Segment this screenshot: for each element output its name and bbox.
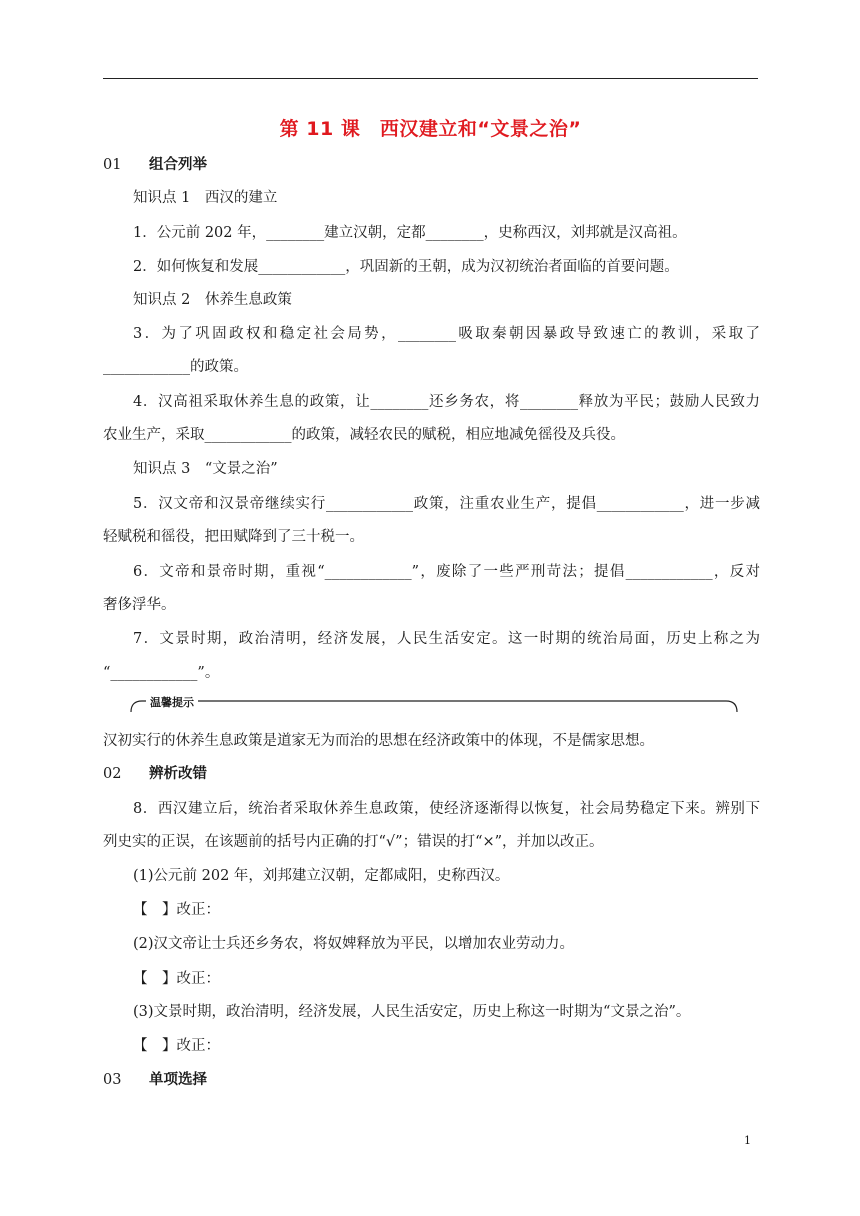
question-4-line-2: 农业生产，采取____________的政策，减轻农民的赋税，相应地减免徭役及兵役。 <box>103 427 625 443</box>
question-5-line-1: 5．汉文帝和汉景帝继续实行____________政策，注重农业生产，提倡____________，进一步减 <box>133 496 760 512</box>
correction-line-3: 【 】改正： <box>133 1038 220 1054</box>
question-7-line-2: “____________”。 <box>103 665 220 681</box>
question-3-line-2: ____________的政策。 <box>103 359 248 375</box>
tip-box <box>130 697 738 711</box>
tip-label: 温馨提示 <box>146 697 198 709</box>
question-6-line-2: 奢侈浮华。 <box>103 597 176 613</box>
tip-text: 汉初实行的休养生息政策是道家无为而治的思想在经济政策中的体现，不是儒家思想。 <box>103 733 654 749</box>
header-rule <box>103 78 758 79</box>
tip-bracket-icon <box>130 697 738 713</box>
section-header <box>103 764 207 784</box>
section-header <box>103 1070 207 1090</box>
question-3-line-1: 3．为了巩固政权和稳定社会局势，________吸取秦朝因暴政导致速亡的教训，采取了 <box>133 326 760 342</box>
statement-3: (3)文景时期，政治清明，经济发展，人民生活安定，历史上称这一时期为“文景之治”。 <box>133 1004 691 1020</box>
knowledge-point-heading: 知识点 3 “文景之治” <box>133 461 278 477</box>
question-2: 2．如何恢复和发展____________，巩固新的王朝，成为汉初统治者面临的首要问题。 <box>133 259 679 275</box>
question-4-line-1: 4．汉高祖采取休养生息的政策，让________还乡务农，将________释放为平民；鼓励人民致力 <box>133 394 760 410</box>
statement-2: (2)汉文帝让士兵还乡务农，将奴婢释放为平民，以增加农业劳动力。 <box>133 936 575 952</box>
page-number: 1 <box>744 1134 751 1147</box>
question-1: 1．公元前 202 年，________建立汉朝，定都________，史称西汉，刘邦就是汉高祖。 <box>133 225 687 241</box>
section-label: 组合列举 <box>149 157 207 173</box>
section-header <box>103 155 207 175</box>
correction-line-2: 【 】改正： <box>133 971 220 987</box>
knowledge-point-heading: 知识点 1 西汉的建立 <box>133 190 278 206</box>
statement-1: (1)公元前 202 年，刘邦建立汉朝，定都咸阳，史称西汉。 <box>133 868 510 884</box>
question-8-line-2: 列史实的正误，在该题前的括号内正确的打“√”；错误的打“×”，并加以改正。 <box>103 834 604 850</box>
question-8-line-1: 8．西汉建立后，统治者采取休养生息政策，使经济逐渐得以恢复，社会局势稳定下来。辨别下 <box>133 801 760 817</box>
question-5-line-2: 轻赋税和徭役，把田赋降到了三十税一。 <box>103 529 364 545</box>
section-number: 02 <box>103 766 122 782</box>
section-label: 单项选择 <box>149 1072 207 1088</box>
question-7-line-1: 7．文景时期，政治清明，经济发展，人民生活安定。这一时期的统治局面，历史上称之为 <box>133 631 760 647</box>
section-number: 01 <box>103 157 122 173</box>
section-label: 辨析改错 <box>149 766 207 782</box>
section-number: 03 <box>103 1072 122 1088</box>
knowledge-point-heading: 知识点 2 休养生息政策 <box>133 292 292 308</box>
lesson-title: 第 11 课 西汉建立和“文景之治” <box>279 118 582 140</box>
correction-line-1: 【 】改正： <box>133 902 220 918</box>
question-6-line-1: 6．文帝和景帝时期，重视“____________”，废除了一些严刑苛法；提倡____________，反对 <box>133 564 760 580</box>
